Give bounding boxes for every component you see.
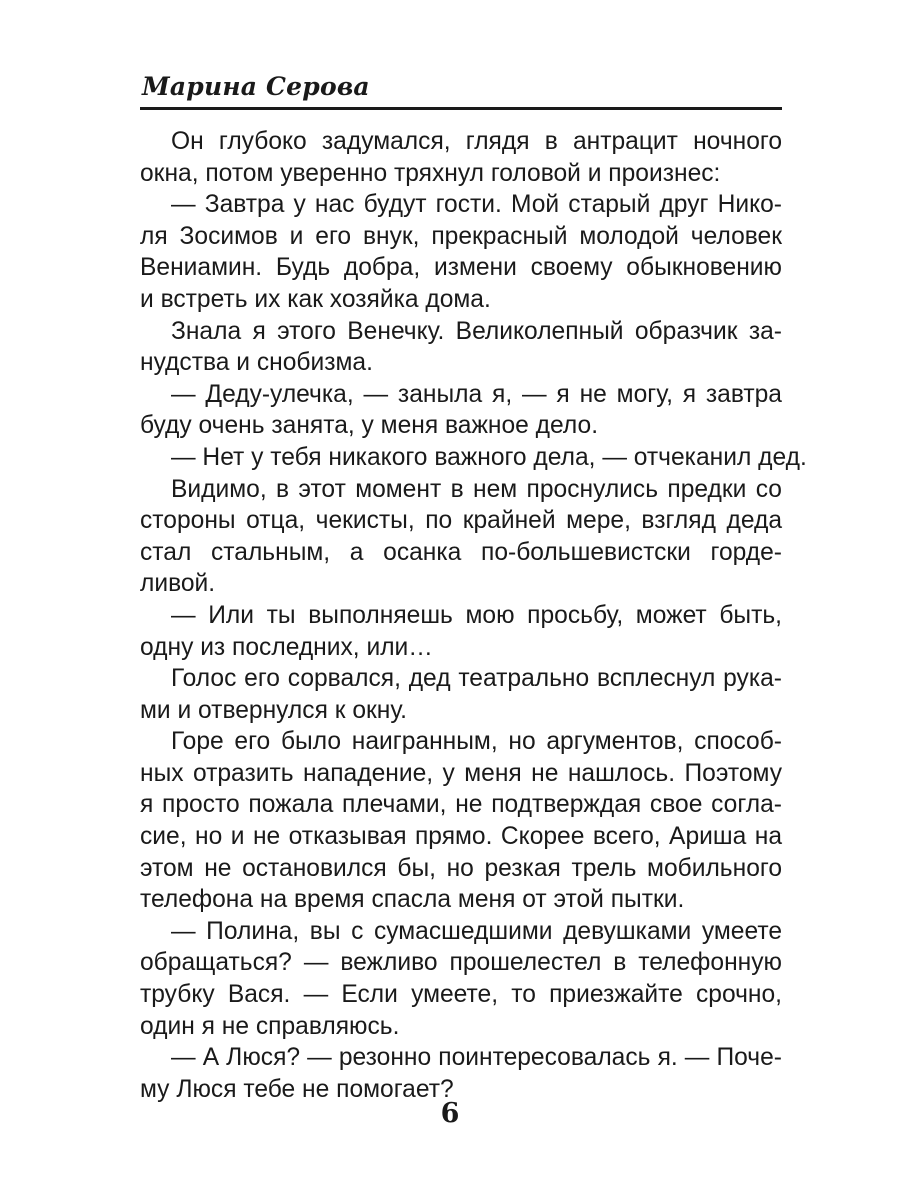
text-line: Он глубоко задумался, глядя в антрацит ночного bbox=[171, 128, 782, 155]
text-line: обращаться? — вежливо прошелестел в телефонную bbox=[140, 949, 782, 977]
text-line: одну из последних, или… bbox=[140, 633, 433, 661]
text-line: Горе его было наигранным, но аргументов, способ- bbox=[171, 728, 782, 756]
paragraph bbox=[140, 126, 782, 189]
text-line: этом не остановился бы, но резкая трель мобильного bbox=[140, 854, 782, 882]
text-line: я просто пожала плечами, не подтверждая свое согла- bbox=[140, 791, 782, 819]
paragraph bbox=[140, 600, 782, 663]
paragraph bbox=[140, 474, 782, 600]
text-line: — А Люся? — резонно поинтересовалась я. — Поче- bbox=[171, 1044, 782, 1072]
text-line: сие, но и не отказывая прямо. Скорее всего, Ариша на bbox=[140, 823, 782, 851]
paragraph bbox=[140, 316, 782, 379]
paragraph bbox=[140, 1042, 782, 1105]
text-line: — Полина, вы с сумасшедшими девушками умеете bbox=[171, 917, 782, 945]
paragraph bbox=[140, 663, 782, 726]
text-line: Голос его сорвался, дед театрально всплеснул рука- bbox=[171, 665, 782, 693]
text-line: Вениамин. Будь добра, измени своему обыкновению bbox=[140, 254, 782, 282]
text-line: окна, потом уверенно тряхнул головой и произнес: bbox=[140, 159, 721, 187]
text-line: ля Зосимов и его внук, прекрасный молодой человек bbox=[140, 222, 782, 250]
text-line: стал стальным, а осанка по-большевистски горде- bbox=[140, 538, 782, 566]
running-head-author: Марина Серова bbox=[142, 72, 370, 101]
body-text bbox=[140, 126, 807, 1105]
paragraph bbox=[140, 442, 807, 474]
paragraph bbox=[140, 916, 782, 1042]
text-line: трубку Вася. — Если умеете, то приезжайте срочно, bbox=[140, 981, 782, 1009]
text-line: нудства и снобизма. bbox=[140, 349, 373, 377]
text-line: ми и отвернулся к окну. bbox=[140, 696, 408, 724]
text-line: му Люся тебе не помогает? bbox=[140, 1075, 454, 1103]
paragraph bbox=[140, 189, 782, 315]
text-line: Видимо, в этот момент в нем проснулись предки со bbox=[171, 475, 782, 503]
text-line: телефона на время спасла меня от этой пытки. bbox=[140, 886, 685, 914]
text-line: — Деду-улечка, — заныла я, — я не могу, я завтра bbox=[171, 380, 782, 408]
page-number: 6 bbox=[440, 1098, 460, 1129]
text-line: буду очень занята, у меня важное дело. bbox=[140, 412, 599, 440]
text-line: — Нет у тебя никакого важного дела, — отчеканил дед. bbox=[171, 443, 807, 471]
text-line: Знала я этого Венечку. Великолепный образчик за- bbox=[171, 317, 782, 345]
text-line: — Или ты выполняешь мою просьбу, может быть, bbox=[171, 601, 782, 629]
header-rule bbox=[140, 107, 782, 110]
text-line: и встреть их как хозяйка дома. bbox=[140, 285, 491, 313]
paragraph bbox=[140, 379, 782, 442]
text-line: один я не справляюсь. bbox=[140, 1012, 400, 1040]
paragraph bbox=[140, 726, 782, 916]
text-line: — Завтра у нас будут гости. Мой старый друг Нико- bbox=[171, 191, 782, 219]
text-line: ных отразить нападение, у меня не нашлось. Поэтому bbox=[140, 759, 782, 787]
text-line: стороны отца, чекисты, по крайней мере, взгляд деда bbox=[140, 507, 782, 535]
text-line: ливой. bbox=[140, 570, 216, 598]
